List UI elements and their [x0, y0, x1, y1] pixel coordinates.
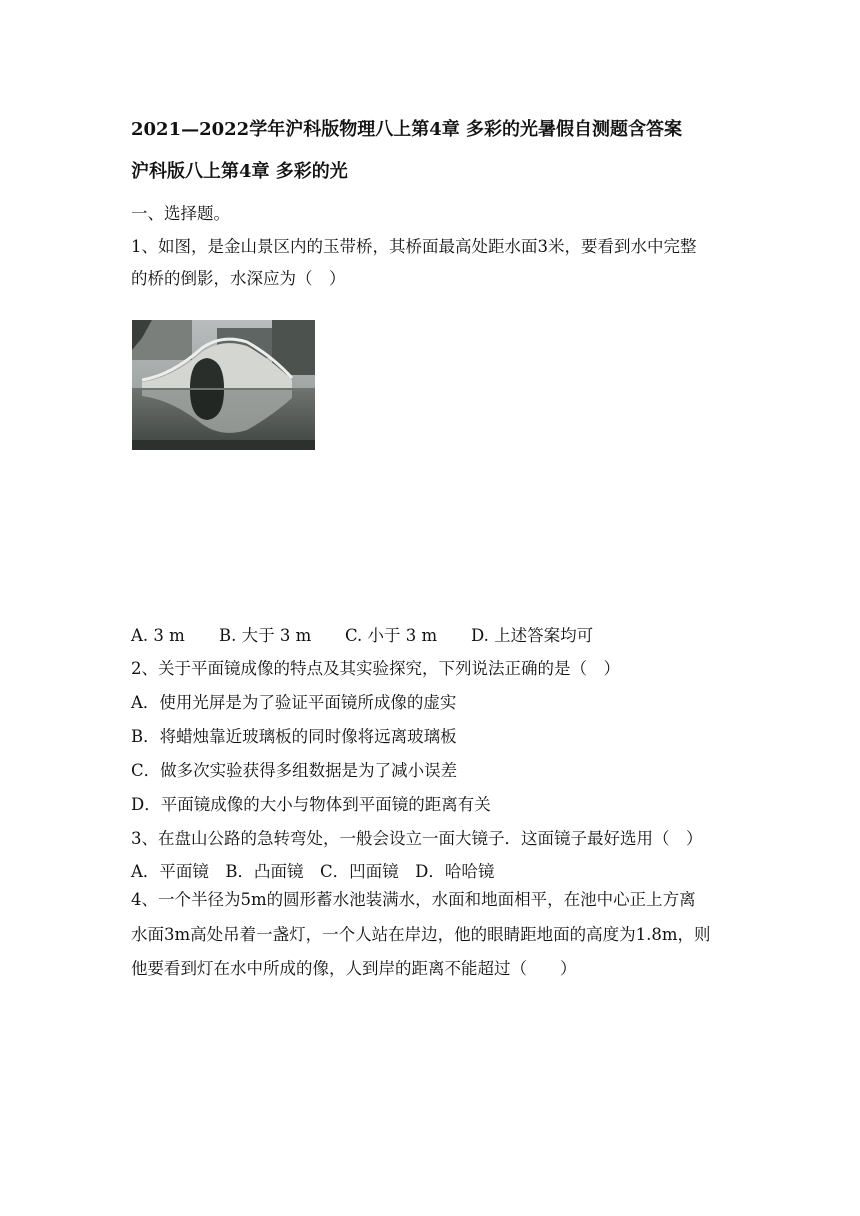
q2-option-c[interactable]: C．做多次实验获得多组数据是为了减小误差: [131, 761, 458, 780]
question-4-line-3: 他要看到灯在水中所成的像，人到岸的距离不能超过（ ）: [131, 959, 577, 978]
bridge-photo: [132, 320, 315, 450]
document-title: 2021—2022学年沪科版物理八上第4章 多彩的光暑假自测题含答案: [131, 119, 682, 140]
question-4-line-1: 4、一个半径为5m的圆形蓄水池装满水，水面和地面相平，在池中心正上方离: [131, 890, 696, 909]
q1-option-d[interactable]: D. 上述答案均可: [471, 626, 594, 645]
q2-option-d[interactable]: D．平面镜成像的大小与物体到平面镜的距离有关: [131, 795, 491, 814]
q2-option-a[interactable]: A．使用光屏是为了验证平面镜所成像的虚实: [131, 693, 457, 712]
section-heading: 一、选择题。: [131, 204, 230, 223]
question-4-line-2: 水面3m高处吊着一盏灯，一个人站在岸边，他的眼睛距地面的高度为1.8m，则: [131, 925, 711, 944]
q2-option-b[interactable]: B．将蜡烛靠近玻璃板的同时像将远离玻璃板: [131, 727, 457, 746]
question-1-line-1: 1、如图，是金山景区内的玉带桥，其桥面最高处距水面3米，要看到水中完整: [131, 237, 697, 256]
q1-option-c[interactable]: C. 小于 3 m: [345, 626, 438, 645]
q1-option-a[interactable]: A. 3 m: [131, 626, 185, 645]
question-3-stem: 3、在盘山公路的急转弯处，一般会设立一面大镜子．这面镜子最好选用（ ）: [131, 829, 703, 848]
jade-belt-bridge-image: [132, 320, 315, 450]
chapter-subtitle: 沪科版八上第4章 多彩的光: [131, 161, 348, 182]
question-2-stem: 2、关于平面镜成像的特点及其实验探究，下列说法正确的是（ ）: [131, 659, 620, 678]
question-3-options[interactable]: A．平面镜 B．凸面镜 C．凹面镜 D．哈哈镜: [131, 862, 495, 881]
q1-option-b[interactable]: B. 大于 3 m: [219, 626, 312, 645]
question-1-line-2: 的桥的倒影，水深应为（ ）: [131, 269, 346, 288]
